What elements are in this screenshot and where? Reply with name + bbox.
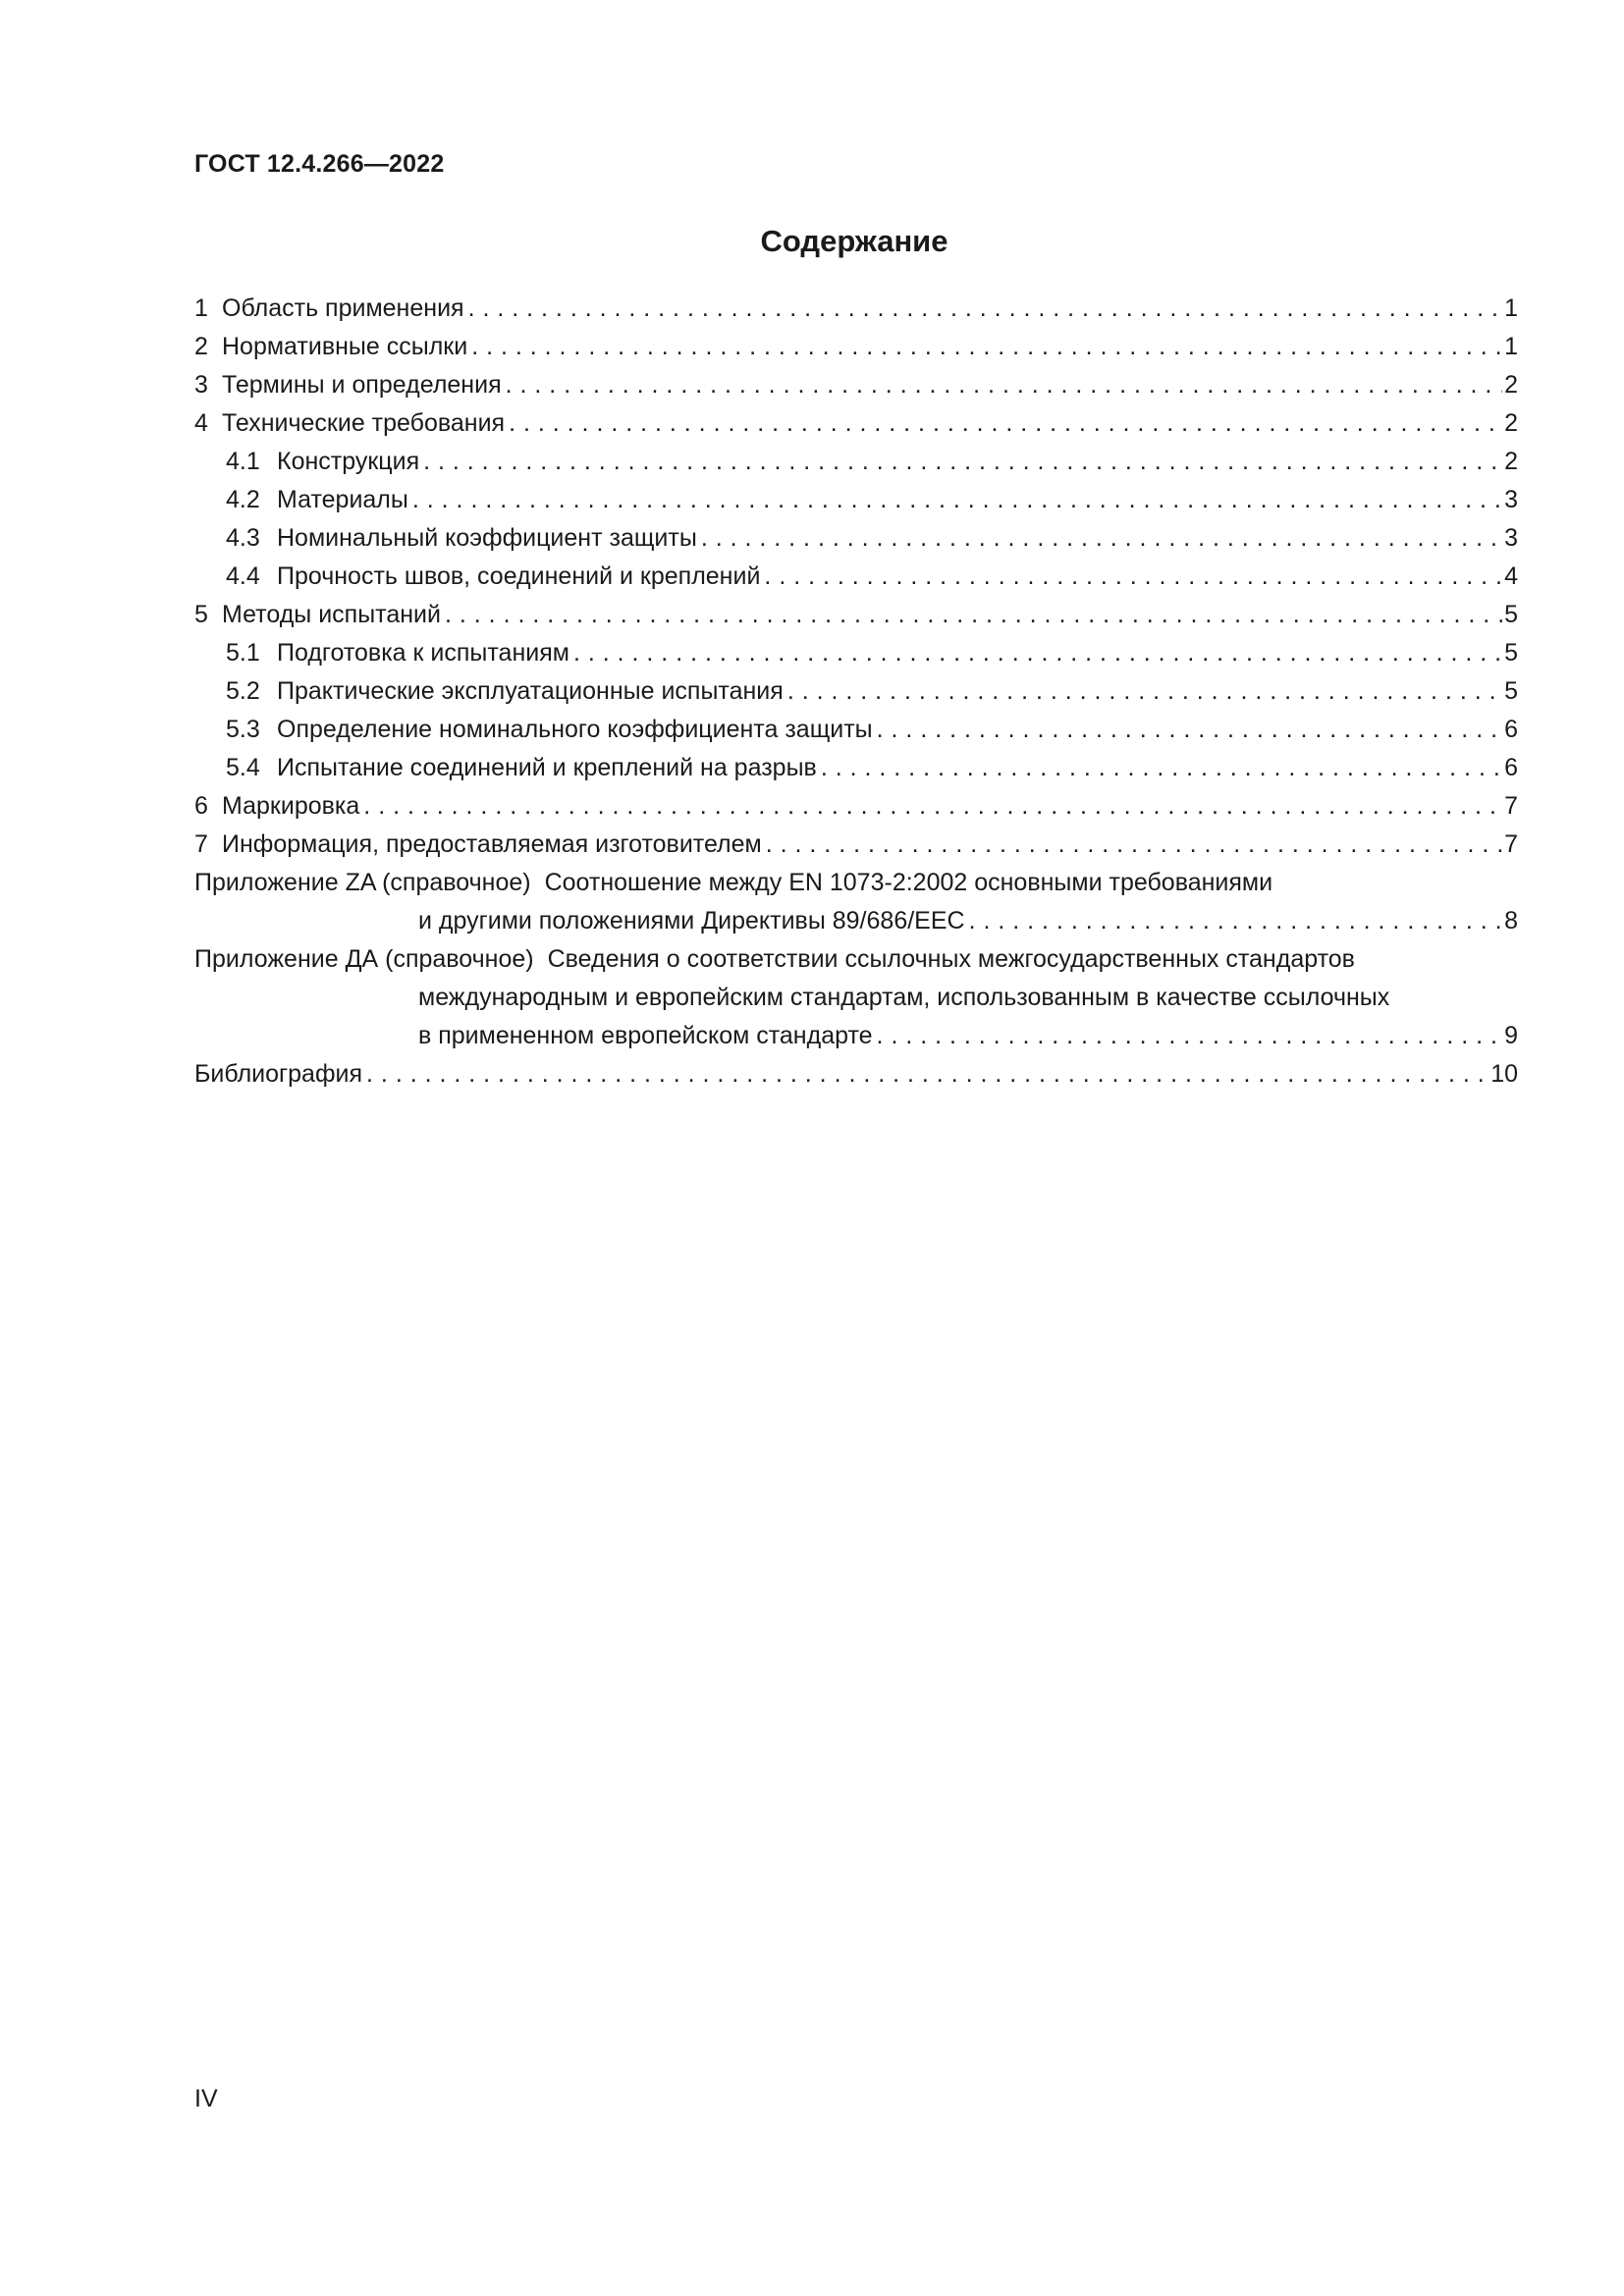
dot-leader [573, 634, 1502, 672]
dot-leader [363, 787, 1502, 826]
toc-entry-page: 5 [1504, 677, 1518, 705]
toc-entry-number: 4.2 [226, 486, 260, 513]
toc-entry-5-4[interactable] [194, 749, 1518, 787]
toc-entry-page: 2 [1504, 409, 1518, 437]
dot-leader [506, 366, 1502, 404]
toc-entry-number: 4.1 [226, 448, 260, 475]
toc-entry-number: 2 [194, 333, 208, 360]
dot-leader [445, 596, 1502, 634]
dot-leader [509, 404, 1502, 443]
toc-entry-label: Прочность швов, соединений и креплений [277, 562, 761, 590]
toc-entry-4[interactable] [194, 404, 1518, 443]
toc-entry-label: Практические эксплуатационные испытания [277, 677, 784, 705]
toc-entry-4-3[interactable] [194, 519, 1518, 558]
toc-entry-page: 5 [1504, 639, 1518, 667]
toc-entry-label: Область применения [222, 294, 464, 322]
annex-prefix: Приложение ZA (справочное) [194, 869, 531, 896]
toc-entry-page: 2 [1504, 448, 1518, 475]
dot-leader [468, 290, 1503, 328]
dot-leader [471, 328, 1502, 366]
dot-leader [764, 558, 1502, 596]
toc-entry-number: 5.4 [226, 754, 260, 781]
toc-entry-page: 9 [1504, 1022, 1518, 1049]
toc-entry-1[interactable] [194, 290, 1518, 328]
toc-annex-da-cont[interactable] [194, 979, 1518, 1017]
table-of-contents [194, 290, 1518, 1094]
toc-entry-2[interactable] [194, 328, 1518, 366]
toc-entry-label: Номинальный коэффициент защиты [277, 524, 697, 552]
toc-entry-5-1[interactable] [194, 634, 1518, 672]
toc-entry-number: 7 [194, 830, 208, 858]
toc-entry-label: Нормативные ссылки [222, 333, 468, 360]
dot-leader [701, 519, 1502, 558]
toc-entry-page: 2 [1504, 371, 1518, 399]
toc-entry-page: 3 [1504, 524, 1518, 552]
annex-title-line: Соотношение между EN 1073-2:2002 основными требованиями [544, 869, 1273, 896]
toc-entry-number: 6 [194, 792, 208, 820]
toc-entry-label: Термины и определения [222, 371, 502, 399]
toc-entry-number: 3 [194, 371, 208, 399]
dot-leader [412, 481, 1502, 519]
toc-entry-number: 5 [194, 601, 208, 628]
dot-leader [877, 711, 1502, 749]
dot-leader [877, 1017, 1503, 1055]
annex-title-line: в примененном европейском стандарте [418, 1022, 873, 1049]
annex-prefix: Приложение ДА (справочное) [194, 945, 534, 973]
toc-entry-5-2[interactable] [194, 672, 1518, 711]
toc-entry-4-4[interactable] [194, 558, 1518, 596]
annex-title-line: и другими положениями Директивы 89/686/ЕЕС [418, 907, 965, 934]
document-code: ГОСТ 12.4.266—2022 [194, 150, 445, 178]
toc-entry-page: 8 [1504, 907, 1518, 934]
toc-entry-page: 7 [1504, 830, 1518, 858]
toc-entry-page: 3 [1504, 486, 1518, 513]
annex-title-line: международным и европейским стандартам, использованным в качестве ссылочных [418, 984, 1390, 1011]
dot-leader [766, 826, 1502, 864]
toc-entry-label: Определение номинального коэффициента защиты [277, 716, 873, 743]
toc-entry-4-1[interactable] [194, 443, 1518, 481]
dot-leader [423, 443, 1502, 481]
toc-entry-page: 10 [1490, 1060, 1518, 1088]
toc-entry-page: 6 [1504, 716, 1518, 743]
toc-entry-number: 4.3 [226, 524, 260, 552]
toc-entry-number: 5.3 [226, 716, 260, 743]
toc-entry-number: 5.1 [226, 639, 260, 667]
toc-entry-label: Методы испытаний [222, 601, 441, 628]
dot-leader [821, 749, 1502, 787]
toc-entry-number: 5.2 [226, 677, 260, 705]
toc-entry-page: 7 [1504, 792, 1518, 820]
dot-leader [787, 672, 1502, 711]
toc-entry-5[interactable] [194, 596, 1518, 634]
dot-leader [366, 1055, 1489, 1094]
toc-entry-7[interactable] [194, 826, 1518, 864]
toc-entry-label: Подготовка к испытаниям [277, 639, 569, 667]
toc-entry-label: Библиография [194, 1060, 363, 1088]
toc-entry-4-2[interactable] [194, 481, 1518, 519]
dot-leader [969, 902, 1503, 940]
toc-entry-number: 4 [194, 409, 208, 437]
toc-bibliography[interactable] [194, 1055, 1518, 1094]
page-number: IV [194, 2085, 218, 2112]
toc-entry-page: 1 [1504, 333, 1518, 360]
toc-entry-6[interactable] [194, 787, 1518, 826]
toc-entry-3[interactable] [194, 366, 1518, 404]
toc-entry-page: 4 [1504, 562, 1518, 590]
toc-title: Содержание [760, 224, 948, 258]
toc-entry-label: Технические требования [222, 409, 506, 437]
toc-annex-za-cont[interactable] [194, 902, 1518, 940]
annex-title-line: Сведения о соответствии ссылочных межгосударственных стандартов [547, 945, 1355, 973]
toc-entry-number: 4.4 [226, 562, 260, 590]
toc-entry-label: Материалы [277, 486, 408, 513]
toc-entry-number: 1 [194, 294, 208, 322]
toc-entry-page: 6 [1504, 754, 1518, 781]
toc-entry-label: Конструкция [277, 448, 420, 475]
toc-entry-label: Информация, предоставляемая изготовителем [222, 830, 762, 858]
toc-entry-label: Маркировка [222, 792, 360, 820]
toc-entry-page: 5 [1504, 601, 1518, 628]
toc-annex-da[interactable] [194, 940, 1518, 979]
toc-annex-za[interactable] [194, 864, 1518, 902]
toc-entry-page: 1 [1504, 294, 1518, 322]
toc-entry-label: Испытание соединений и креплений на разрыв [277, 754, 817, 781]
toc-entry-5-3[interactable] [194, 711, 1518, 749]
toc-annex-da-cont[interactable] [194, 1017, 1518, 1055]
